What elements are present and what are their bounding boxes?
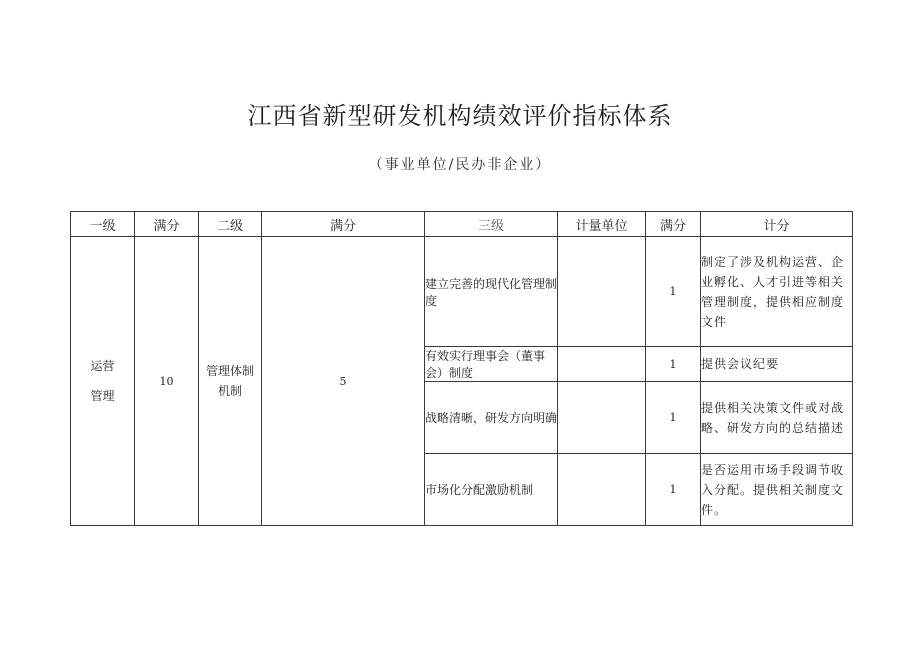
level2-full-score: 5 bbox=[262, 237, 425, 526]
indicator-full-score: 1 bbox=[646, 237, 701, 347]
indicator-full-score: 1 bbox=[646, 347, 701, 382]
header-level3: 三级 bbox=[425, 212, 558, 237]
indicator-cell: 有效实行理事会（董事会）制度 bbox=[425, 347, 558, 382]
table-header-row bbox=[71, 212, 853, 237]
table-row bbox=[71, 237, 853, 347]
indicator-table bbox=[70, 211, 853, 526]
scoring-cell: 是否运用市场手段调节收入分配。提供相关制度文件。 bbox=[701, 454, 853, 526]
document-title: 江西省新型研发机构绩效评价指标体系 bbox=[247, 102, 673, 130]
indicator-cell: 建立完善的现代化管理制度 bbox=[425, 237, 558, 347]
indicator-cell: 市场化分配激励机制 bbox=[425, 454, 558, 526]
unit-cell bbox=[558, 454, 646, 526]
unit-cell bbox=[558, 382, 646, 454]
unit-cell bbox=[558, 347, 646, 382]
level2-name-line1: 管理体制 bbox=[205, 364, 254, 378]
header-scoring: 计分 bbox=[701, 212, 853, 237]
header-level2-full-score: 满分 bbox=[262, 212, 425, 237]
level1-name-line1: 运营 bbox=[90, 359, 115, 373]
document-subtitle: （事业单位/民办非企业） bbox=[368, 157, 552, 173]
scoring-cell: 提供会议纪要 bbox=[701, 347, 853, 382]
header-level3-full-score: 满分 bbox=[646, 212, 701, 237]
level1-name-line2: 管理 bbox=[90, 389, 115, 403]
header-level2: 二级 bbox=[199, 212, 262, 237]
indicator-full-score: 1 bbox=[646, 454, 701, 526]
level1-name-cell bbox=[71, 237, 135, 526]
header-level1: 一级 bbox=[71, 212, 135, 237]
header-level1-full-score: 满分 bbox=[135, 212, 199, 237]
indicator-cell: 战略清晰，研发方向明确 bbox=[425, 382, 558, 454]
level1-full-score: 10 bbox=[135, 237, 199, 526]
unit-cell bbox=[558, 237, 646, 347]
header-unit: 计量单位 bbox=[558, 212, 646, 237]
level2-name-cell bbox=[199, 237, 262, 526]
scoring-cell: 提供相关决策文件或对战略、研发方向的总结描述 bbox=[701, 382, 853, 454]
indicator-full-score: 1 bbox=[646, 382, 701, 454]
level2-name-line2: 机制 bbox=[217, 384, 242, 398]
scoring-cell: 制定了涉及机构运营、企业孵化、人才引进等相关管理制度，提供相应制度文件 bbox=[701, 237, 853, 347]
